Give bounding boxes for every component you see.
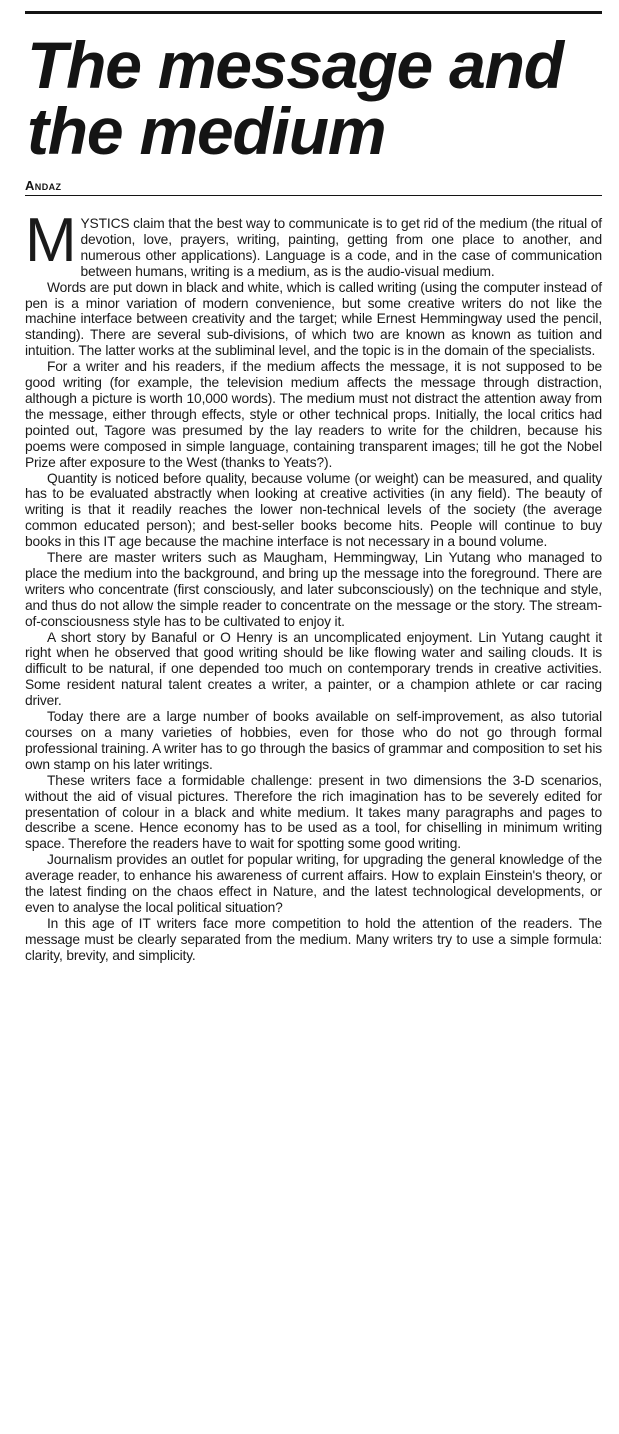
paragraph-7: Today there are a large number of books available on self-improvement, as also tutorial courses on a many varieties of hobbies, even for those who do not go through formal professional training. A writer has to go through the basics of grammar and composition to set his own stamp on his later writings. xyxy=(25,709,602,772)
title-line-1: The message and xyxy=(27,28,563,102)
paragraph-2: Words are put down in black and white, which is called writing (using the computer instead of pen is a minor variation of modern convenience, but some creative writers do not like the machine interface between creativity and the target; while Ernest Hemmingway used the pencil, standing). There are several sub-divisions, of which two are known as known as tuition and intuition. The latter works at the subliminal level, and the topic is in the domain of the specialists. xyxy=(25,279,602,359)
paragraph-6: A short story by Banaful or O Henry is an uncomplicated enjoyment. Lin Yutang caught it right when he observed that good writing should be like flowing water and sailing clouds. It is difficult to be natural, if one depended too much on contemporary trends in creative activities. Some resident natural talent creates a writer, a painter, or a champion athlete or car racing driver. xyxy=(25,629,602,709)
article-body xyxy=(25,206,602,964)
paragraph-3: For a writer and his readers, if the medium affects the message, it is not supposed to be good writing (for example, the television medium affects the message through distraction, although a picture is worth 10,000 words). The medium must not distract the attention away from the message, either through effects, style or other technical props. Initially, the local critics had pointed out, Tagore was presumed by the lay readers to write for the children, because his poems were composed in simple language, containing transparent images; till he got the Nobel Prize after exposure to the West (thanks to Yeats?). xyxy=(25,359,602,470)
paragraph-5: There are master writers such as Maugham, Hemmingway, Lin Yutang who managed to place the medium into the background, and bring up the message into the foreground. There are writers who concentrate (first consciously, and later subconsciously) on the technique and style, and thus do not allow the simple reader to concentrate on the message or the story. The stream-of-consciousness style has to be cultivated to enjoy it. xyxy=(25,550,602,629)
article xyxy=(25,11,602,964)
byline-rule xyxy=(25,195,602,196)
paragraph-9: Journalism provides an outlet for popular writing, for upgrading the general knowledge of the average reader, to enhance his awareness of current affairs. How to explain Einstein's theory, or the latest finding on the chaos effect in Nature, and the latest technological developments, or even to analyse the local political situation? xyxy=(25,852,602,915)
top-rule xyxy=(25,11,602,14)
author-byline: Andaz xyxy=(25,178,62,193)
paragraph-1-text: YSTICS claim that the best way to communicate is to get rid of the medium (the ritual of devotion, love, prayers, writing, painting, getting from one place to another, and numerous other applications). Language is a code, and in the case of communication between humans, writing is a medium, as is the audio-visual medium. xyxy=(80,216,602,279)
paragraph-4: Quantity is noticed before quality, because volume (or weight) can be measured, and quality has to be evaluated abstractly when looking at creative activities (in any field). The beauty of writing is that it readily reaches the lower non-technical levels of the society (the average common educated person); and best-seller books become hits. People will continue to buy books in this IT age because the machine interface is not necessary in a bound volume. xyxy=(25,470,602,550)
paragraph-8: These writers face a formidable challenge: present in two dimensions the 3-D scenarios, without the aid of visual pictures. Therefore the rich imagination has to be severely edited for presentation of colour in a black and white medium. It takes many paragraphs and pages to describe a scene. Hence economy has to be used as a tool, for chiselling in minimum writing space. Therefore the readers have to wait for spotting some good writing. xyxy=(25,772,602,852)
title-line-2: the medium xyxy=(27,94,386,168)
paragraph-1 xyxy=(25,206,602,280)
article-title xyxy=(27,28,602,168)
paragraph-10: In this age of IT writers face more competition to hold the attention of the readers. The message must be clearly separated from the medium. Many writers try to use a simple formula: clarity, brevity, and simplicity. xyxy=(25,915,602,963)
drop-cap: M xyxy=(25,206,77,275)
